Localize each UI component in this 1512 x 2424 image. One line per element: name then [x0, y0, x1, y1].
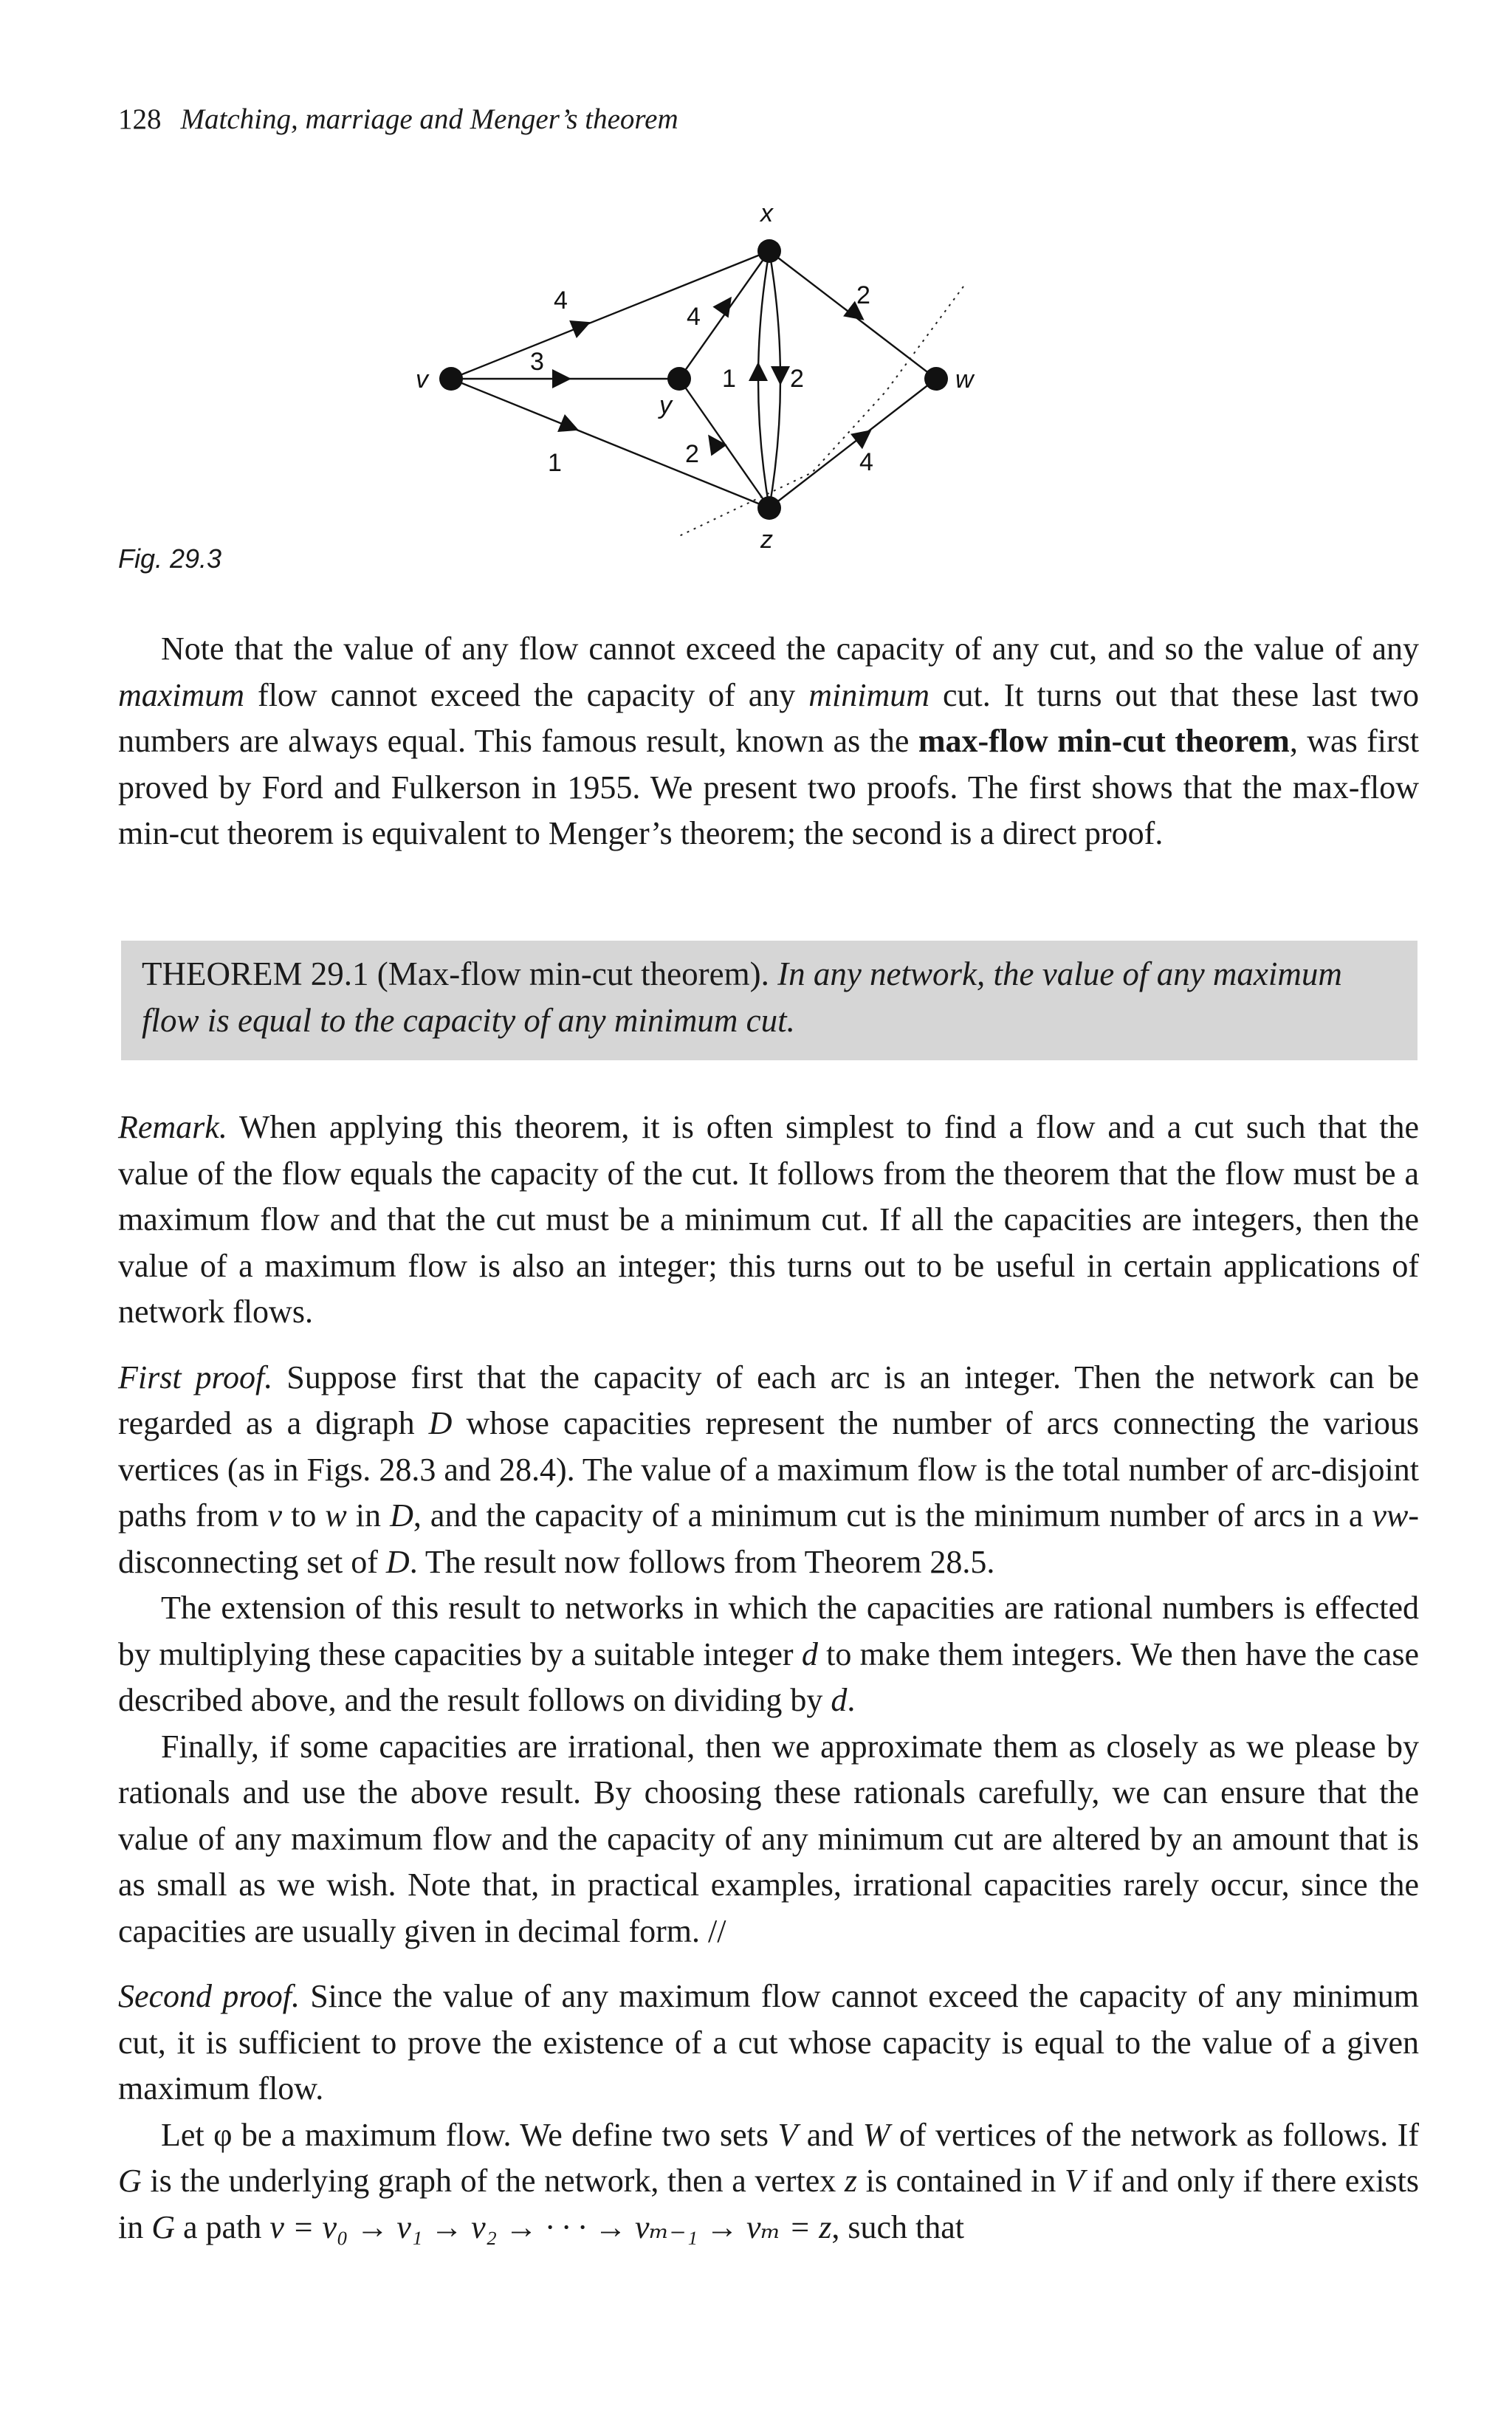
arrowhead-y-x [712, 291, 739, 317]
label-z: z [760, 526, 773, 554]
running-header [118, 105, 678, 134]
paragraph-rational-extension: The extension of this result to networks in which the capacities are rational numbers is effected by multiplying these capacities by a suitable integer d to make them integers. We then have the case described above, and the result follows on dividing by d. [118, 1590, 1419, 1718]
paragraph-intro [118, 626, 1419, 857]
cut-line [679, 286, 963, 536]
arc-z-w [769, 379, 936, 508]
theorem-label: THEOREM 29.1 (Max-flow min-cut theorem). [142, 955, 769, 992]
body-text [118, 1105, 1419, 2250]
arrowhead-x-z [771, 366, 790, 385]
vertex-y [667, 367, 691, 391]
vertex-v [439, 367, 463, 391]
vertex-w [924, 367, 948, 391]
capacity-y-z: 2 [685, 440, 699, 468]
arrowhead-z-x [749, 362, 768, 381]
page-number: 128 [118, 103, 162, 135]
capacity-z-x: 1 [722, 365, 736, 393]
arrowhead-v-x [569, 313, 594, 338]
vertex-x [757, 239, 781, 263]
arc-v-x [451, 251, 769, 379]
paragraph-first-proof: First proof. Suppose first that the capacity of each arc is an integer. Then the network can be regarded as a digraph D whose capacities represent the number of arcs connecting the various vertices (as in Figs. 28.3 and 28.4). The value of a maximum flow is the total number of arc-disjoint paths from v to w in D, and the capacity of a minimum cut is the minimum number of arcs in a vw-disconnecting set of D. The result now follows from Theorem 28.5. [118, 1359, 1419, 1580]
paragraph-irrational: Finally, if some capacities are irrational, then we approximate them as closely as we please by rationals and use the above result. By choosing these rationals carefully, we can ensure that the value of any maximum flow and the capacity of any minimum cut are altered by an amount that is as small as we wish. Note that, in practical examples, irrational capacities rarely occur, since the capacities are usually given in decimal form. // [118, 1728, 1419, 1949]
running-title: Matching, marriage and Menger’s theorem [180, 103, 678, 135]
label-v: v [416, 365, 428, 394]
theorem-statement: In any network, the value of any maximum flow is equal to the capacity of any minimum cut. [142, 955, 1342, 1039]
paragraph-let-phi: Let φ be a maximum flow. We define two sets V and W of vertices of the network as follows. If G is the underlying graph of the network, then a vertex z is contained in V if and only if there exists in G a path v = v₀ → v₁ → v₂ → · · · → vₘ₋₁ → vₘ = z, such that [118, 2116, 1419, 2245]
theorem-box [121, 941, 1418, 1060]
label-y: y [659, 391, 672, 419]
figure-network [118, 198, 1418, 582]
capacity-x-w: 2 [856, 281, 870, 309]
capacity-z-w: 4 [859, 448, 873, 476]
figure-caption: Fig. 29.3 [118, 543, 222, 574]
paragraph-maxflow-mincut: Note that the value of any flow cannot exceed the capacity of any cut, and so the value of any maximum flow cannot exceed the capacity of any minimum cut. It turns out that these last two numbers are always equal. This famous result, known as the max-flow min-cut theorem, was first proved by Ford and Fulkerson in 1955. We present two proofs. The first shows that the max-flow min-cut theorem is equivalent to Menger’s theorem; the second is a direct proof. [118, 631, 1419, 851]
capacity-y-x: 4 [687, 303, 701, 331]
vertex-z [757, 496, 781, 520]
capacity-v-z: 1 [548, 449, 562, 477]
label-x: x [760, 199, 773, 227]
label-w: w [955, 365, 974, 394]
capacity-v-x: 4 [554, 286, 568, 315]
paragraph-second-proof: Second proof. Since the value of any maximum flow cannot exceed the capacity of any minimum cut, it is sufficient to prove the existence of a cut whose capacity is equal to the value of a given maximum flow. [118, 1978, 1419, 2107]
arrowhead-v-y [552, 369, 571, 388]
capacity-v-y: 3 [530, 348, 544, 376]
arrowhead-v-z [557, 414, 583, 439]
capacity-x-z: 2 [790, 365, 804, 393]
paragraph-remark: Remark. When applying this theorem, it is often simplest to find a flow and a cut such that the value of the flow equals the capacity of the cut. It follows from the theorem that the flow must be a maximum flow and that the cut must be a minimum cut. If all the capacities are integers, then the value of a maximum flow is also an integer; this turns out to be useful in certain applications of network flows. [118, 1109, 1419, 1330]
network-diagram [118, 198, 1418, 582]
